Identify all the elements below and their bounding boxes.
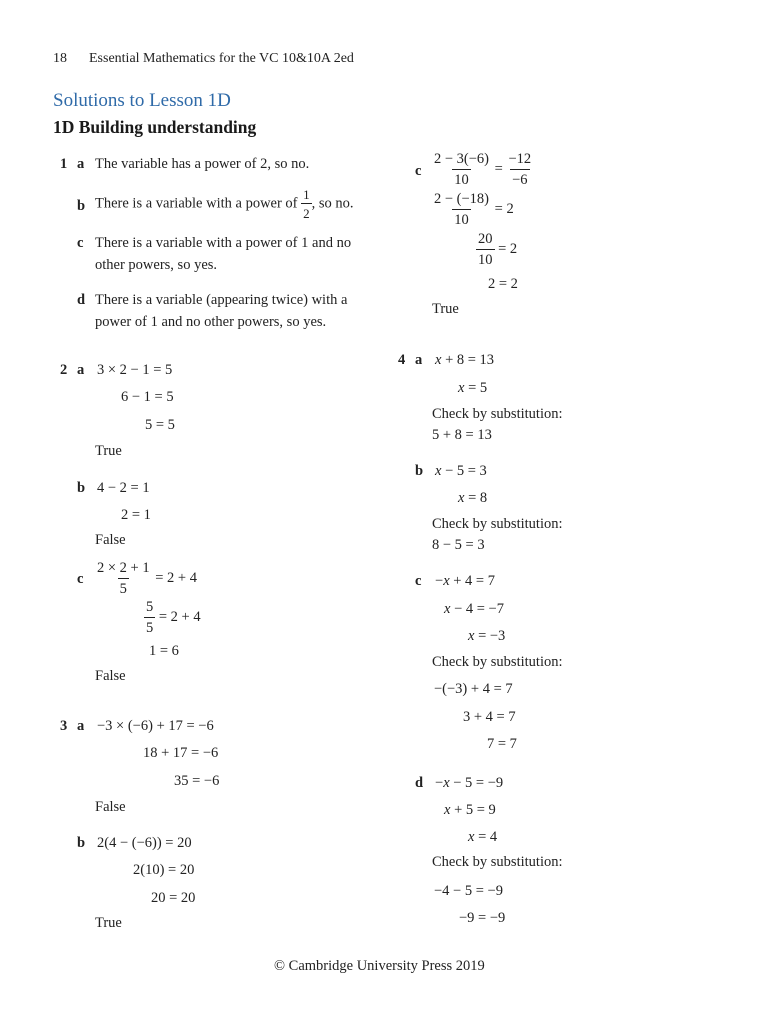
q4a-check-line1: 5 + 8 = 13 bbox=[432, 427, 492, 443]
q4d-line3 bbox=[468, 830, 497, 845]
q1b-label: b bbox=[77, 198, 86, 214]
q2c-verdict: False bbox=[95, 668, 126, 684]
variable-x: x bbox=[468, 829, 475, 845]
q3c-line2 bbox=[432, 192, 514, 227]
q2b-line1: 4 − 2 = 1 bbox=[97, 480, 150, 496]
fraction-denominator: 10 bbox=[452, 209, 471, 228]
variable-x: x bbox=[435, 463, 442, 479]
page-title: Solutions to Lesson 1D bbox=[53, 90, 231, 111]
q2c-line1 bbox=[95, 561, 197, 596]
minus-sign: − bbox=[435, 775, 444, 791]
variable-x: x bbox=[443, 775, 450, 791]
q3c-line2-rhs: = 2 bbox=[494, 200, 514, 217]
q4c-label: c bbox=[415, 573, 422, 589]
q1b-text-pre: There is a variable with a power of bbox=[95, 195, 298, 212]
variable-x: x bbox=[435, 352, 442, 368]
q4d-line2 bbox=[444, 803, 496, 818]
q4a-line2-rest: = 5 bbox=[464, 380, 488, 396]
q3c-line3-rhs: = 2 bbox=[498, 240, 518, 257]
q3b-line3: 20 = 20 bbox=[151, 890, 196, 906]
fraction-denominator: 5 bbox=[144, 617, 155, 636]
question-number-3: 3 bbox=[60, 718, 68, 734]
q3a-line3: 35 = −6 bbox=[174, 773, 220, 789]
q4d-line3-rest: = 4 bbox=[474, 829, 498, 845]
variable-x: x bbox=[444, 601, 451, 617]
q3a-line1: −3 × (−6) + 17 = −6 bbox=[97, 718, 214, 734]
q1d-label: d bbox=[77, 292, 86, 308]
q4a-line1 bbox=[435, 353, 494, 368]
fraction-numerator: 20 bbox=[478, 231, 493, 247]
q4d-check-label: Check by substitution: bbox=[432, 854, 563, 870]
q1c-label: c bbox=[77, 235, 84, 251]
q2c-fraction-2 bbox=[144, 600, 155, 635]
q1a-text: The variable has a power of 2, so no. bbox=[95, 156, 310, 172]
q2b-verdict: False bbox=[95, 532, 126, 548]
q3b-line1: 2(4 − (−6)) = 20 bbox=[97, 835, 192, 851]
copyright-footer: © Cambridge University Press 2019 bbox=[274, 958, 485, 974]
fraction-denominator: 5 bbox=[118, 578, 129, 597]
q3c-label: c bbox=[415, 163, 422, 179]
fraction-numerator: 5 bbox=[146, 599, 154, 615]
q3c-equals: = bbox=[494, 160, 503, 177]
q3c-line4: 2 = 2 bbox=[488, 276, 518, 292]
q4b-line2-rest: = 8 bbox=[464, 490, 488, 506]
q3c-verdict: True bbox=[432, 301, 459, 317]
q4a-label: a bbox=[415, 352, 423, 368]
q2b-label: b bbox=[77, 480, 86, 496]
q4a-line2 bbox=[458, 381, 487, 396]
q4b-label: b bbox=[415, 463, 424, 479]
q1d-text: There is a variable (appearing twice) with a power of 1 and no other powers, so yes. bbox=[95, 292, 348, 330]
fraction-numerator: −12 bbox=[508, 151, 532, 167]
q3c-fraction-3 bbox=[432, 192, 491, 227]
q2c-line2 bbox=[144, 600, 201, 635]
q4b-check-line1: 8 − 5 = 3 bbox=[432, 537, 485, 553]
q2c-fraction-1 bbox=[95, 561, 152, 596]
one-half-fraction bbox=[301, 188, 312, 220]
q3c-line1 bbox=[432, 152, 533, 187]
variable-x: x bbox=[444, 802, 451, 818]
book-title: Essential Mathematics for the VC 10&10A 2ed bbox=[89, 51, 354, 66]
q4c-line1-rest: + 4 = 7 bbox=[449, 573, 495, 589]
variable-x: x bbox=[443, 573, 450, 589]
q3a-label: a bbox=[77, 718, 85, 734]
q3b-label: b bbox=[77, 835, 86, 851]
q4c-line3-rest: = −3 bbox=[474, 628, 506, 644]
q1c-text: There is a variable with a power of 1 and no other powers, so yes. bbox=[95, 235, 352, 273]
question-number-1: 1 bbox=[60, 156, 68, 172]
q2b-line2: 2 = 1 bbox=[121, 507, 151, 523]
q4d-line1 bbox=[435, 776, 503, 791]
fraction-denominator: 10 bbox=[476, 249, 495, 268]
fraction-denominator: 10 bbox=[452, 169, 471, 188]
q3a-line2: 18 + 17 = −6 bbox=[143, 745, 219, 761]
fraction-denominator: 2 bbox=[301, 203, 312, 220]
q4a-line1-rest: + 8 = 13 bbox=[441, 352, 495, 368]
q4d-check-line2: −9 = −9 bbox=[459, 910, 506, 926]
q3b-line2: 2(10) = 20 bbox=[133, 862, 195, 878]
q3c-fraction-2 bbox=[506, 152, 533, 187]
q3c-line3 bbox=[476, 232, 517, 267]
q1b-text-post: , so no. bbox=[311, 195, 354, 212]
q4d-line1-rest: − 5 = −9 bbox=[449, 775, 504, 791]
q4c-check-line1: −(−3) + 4 = 7 bbox=[434, 681, 513, 697]
q2a-line3: 5 = 5 bbox=[145, 417, 175, 433]
q3b-verdict: True bbox=[95, 915, 122, 931]
fraction-denominator: −6 bbox=[510, 169, 529, 188]
q4c-line2 bbox=[444, 602, 504, 617]
q2c-line2-rhs: = 2 + 4 bbox=[158, 608, 201, 625]
q4c-check-line2: 3 + 4 = 7 bbox=[463, 709, 516, 725]
minus-sign: − bbox=[435, 573, 444, 589]
q4b-line1-rest: − 5 = 3 bbox=[441, 463, 487, 479]
q1a-label: a bbox=[77, 156, 85, 172]
q2c-line3: 1 = 6 bbox=[149, 643, 179, 659]
q4c-line1 bbox=[435, 574, 495, 589]
q2a-verdict: True bbox=[95, 443, 122, 459]
variable-x: x bbox=[458, 380, 465, 396]
variable-x: x bbox=[468, 628, 475, 644]
q4b-check-label: Check by substitution: bbox=[432, 516, 563, 532]
section-subtitle: 1D Building understanding bbox=[53, 117, 257, 137]
variable-x: x bbox=[458, 490, 465, 506]
q4c-line2-rest: − 4 = −7 bbox=[450, 601, 504, 617]
q4d-check-line1: −4 − 5 = −9 bbox=[434, 883, 503, 899]
q2c-label: c bbox=[77, 571, 84, 587]
q4b-line2 bbox=[458, 491, 487, 506]
q4d-line2-rest: + 5 = 9 bbox=[450, 802, 496, 818]
q4b-line1 bbox=[435, 464, 487, 479]
fraction-numerator: 2 − 3(−6) bbox=[434, 151, 490, 167]
fraction-numerator: 2 − (−18) bbox=[434, 191, 490, 207]
page-number: 18 bbox=[53, 51, 67, 66]
q4a-check-label: Check by substitution: bbox=[432, 406, 563, 422]
q2a-line2: 6 − 1 = 5 bbox=[121, 389, 174, 405]
q4c-check-label: Check by substitution: bbox=[432, 654, 563, 670]
q2a-line1: 3 × 2 − 1 = 5 bbox=[97, 362, 173, 378]
q2c-line1-rhs: = 2 + 4 bbox=[155, 569, 197, 586]
q1b-text bbox=[95, 188, 354, 220]
question-number-2: 2 bbox=[60, 362, 68, 378]
question-number-4: 4 bbox=[398, 352, 406, 368]
fraction-numerator: 1 bbox=[303, 187, 310, 202]
fraction-numerator: 2 × 2 + 1 bbox=[97, 560, 150, 576]
q3c-fraction-1 bbox=[432, 152, 491, 187]
q2a-label: a bbox=[77, 362, 85, 378]
q4c-check-line3: 7 = 7 bbox=[487, 736, 517, 752]
q4c-line3 bbox=[468, 629, 505, 644]
q3a-verdict: False bbox=[95, 799, 126, 815]
q4d-label: d bbox=[415, 775, 424, 791]
q3c-fraction-4 bbox=[476, 232, 495, 267]
